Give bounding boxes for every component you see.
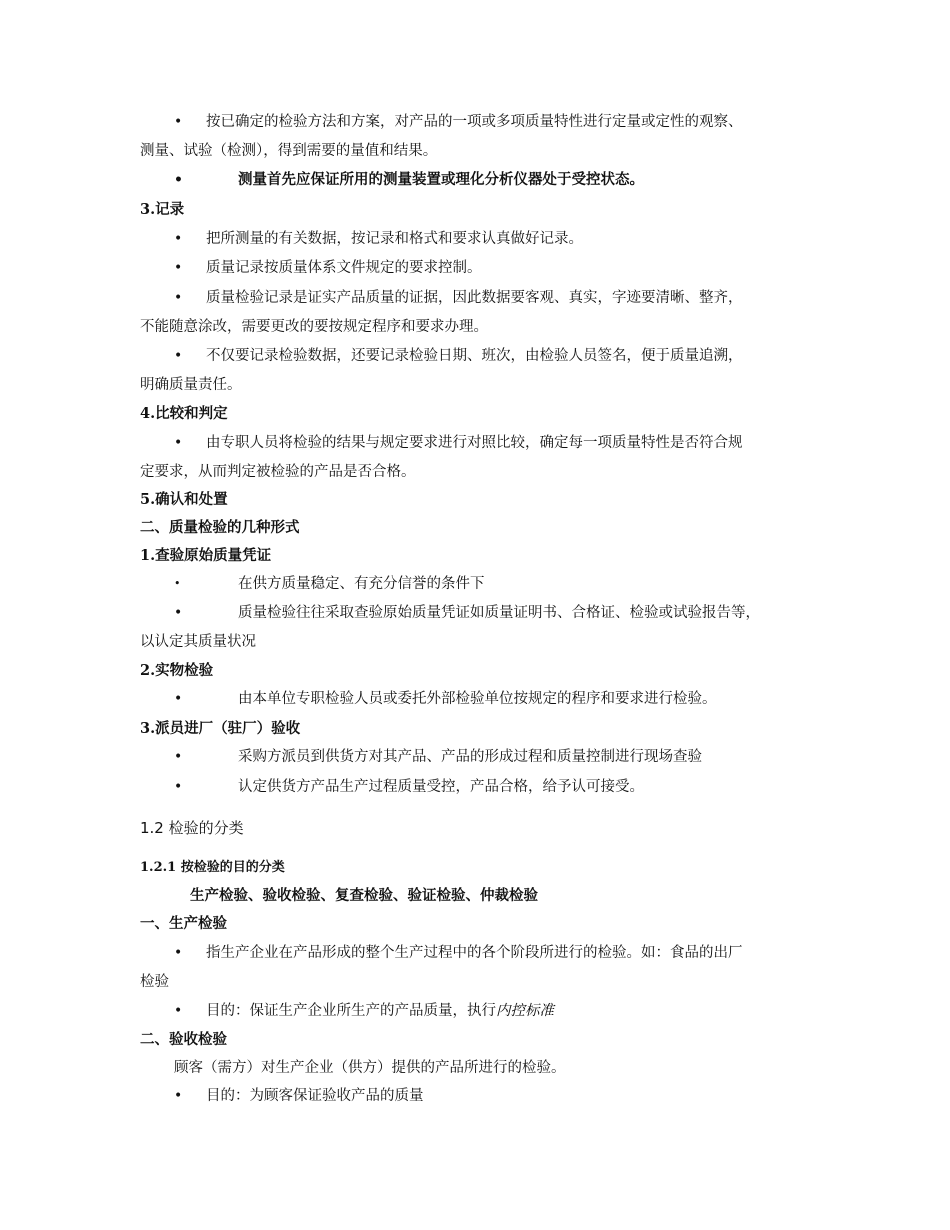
paragraph-line: 检验 — [140, 974, 169, 990]
subsection-heading: 1.2 检验的分类 — [140, 819, 244, 837]
paragraph-line: 由专职人员将检验的结果与规定要求进行对照比较，确定每一项质量特性是否符合规 — [206, 435, 743, 451]
paragraph-line: 目的：为顾客保证验收产品的质量 — [206, 1088, 424, 1104]
paragraph-line: 测量、试验（检测），得到需要的量值和结果。 — [140, 143, 438, 159]
paragraph-line: 定要求，从而判定被检验的产品是否合格。 — [140, 464, 416, 480]
bullet: • — [174, 577, 181, 590]
bullet: • — [174, 605, 183, 621]
section-heading: 4.比较和判定 — [140, 405, 228, 422]
emphasis-text: 内控标准 — [496, 1003, 554, 1019]
paragraph-line: 质量检验记录是证实产品质量的证据，因此数据要客观、真实，字迹要清晰、整齐， — [206, 290, 743, 306]
paragraph-line: 质量记录按质量体系文件规定的要求控制。 — [206, 260, 482, 276]
bullet: • — [174, 749, 183, 765]
chapter-heading: 一、生产检验 — [140, 915, 227, 932]
bullet: • — [174, 691, 183, 707]
subsection-heading: 1.2.1 按检验的目的分类 — [140, 860, 285, 875]
bullet: • — [174, 114, 183, 130]
section-heading: 3.记录 — [140, 201, 185, 218]
section-heading: 3.派员进厂（驻厂）验收 — [140, 720, 301, 737]
paragraph-line: 不能随意涂改，需要更改的要按规定程序和要求办理。 — [140, 319, 488, 335]
bullet: • — [174, 945, 183, 961]
paragraph-line: 指生产企业在产品形成的整个生产过程中的各个阶段所进行的检验。如：食品的出厂 — [206, 945, 743, 961]
paragraph-line — [206, 1001, 554, 1021]
purpose-text: 目的：保证生产企业所生产的产品质量，执行 — [206, 1003, 496, 1019]
paragraph-line: 在供方质量稳定、有充分信誉的条件下 — [238, 576, 485, 592]
paragraph-line: 不仅要记录检验数据，还要记录检验日期、班次，由检验人员签名，便于质量追溯， — [206, 348, 743, 364]
paragraph-line: 由本单位专职检验人员或委托外部检验单位按规定的程序和要求进行检验。 — [238, 691, 717, 707]
bullet: • — [174, 290, 183, 306]
paragraph-line: 按已确定的检验方法和方案，对产品的一项或多项质量特性进行定量或定性的观察、 — [206, 114, 743, 130]
type-list: 生产检验、验收检验、复查检验、验证检验、仲裁检验 — [190, 887, 538, 904]
paragraph-line: 以认定其质量状况 — [140, 634, 256, 650]
bullet: • — [174, 1088, 183, 1104]
bullet: • — [174, 348, 183, 364]
paragraph-line: 明确质量责任。 — [140, 377, 242, 393]
section-heading: 2.实物检验 — [140, 662, 214, 679]
paragraph-line: 把所测量的有关数据，按记录和格式和要求认真做好记录。 — [206, 231, 583, 247]
chapter-heading: 二、验收检验 — [140, 1031, 227, 1048]
bullet: • — [174, 260, 183, 276]
chapter-heading: 二、质量检验的几种形式 — [140, 519, 300, 536]
bullet: • — [174, 172, 183, 188]
section-heading: 5.确认和处置 — [140, 491, 228, 508]
bullet: • — [174, 1003, 183, 1019]
bullet: • — [174, 435, 183, 451]
paragraph-line: 质量检验往往采取查验原始质量凭证如质量证明书、合格证、检验或试验报告等， — [238, 605, 760, 621]
paragraph-line: 采购方派员到供货方对其产品、产品的形成过程和质量控制进行现场查验 — [238, 749, 702, 765]
section-heading: 1.查验原始质量凭证 — [140, 547, 272, 564]
paragraph-line: 顾客（需方）对生产企业（供方）提供的产品所进行的检验。 — [174, 1060, 566, 1076]
bullet: • — [174, 231, 183, 247]
paragraph-line: 认定供货方产品生产过程质量受控，产品合格，给予认可接受。 — [238, 779, 644, 795]
bullet: • — [174, 779, 183, 795]
paragraph-line-bold: 测量首先应保证所用的测量装置或理化分析仪器处于受控状态。 — [238, 171, 644, 188]
